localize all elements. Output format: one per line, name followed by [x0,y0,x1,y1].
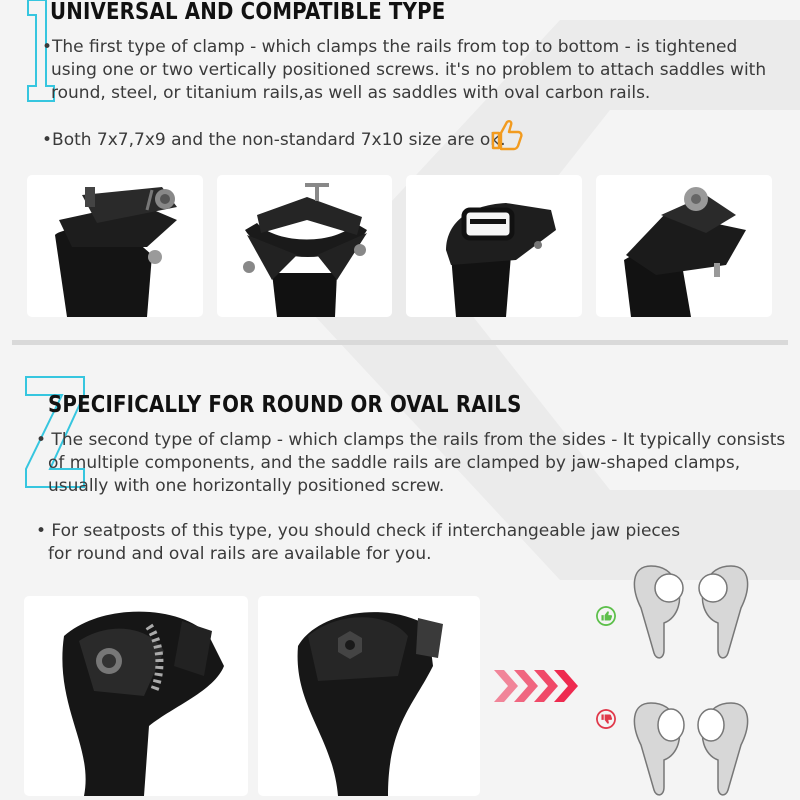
section-round-oval-rails [0,345,800,800]
compatibility-note: • For seatposts of this type, you should check if interchangeable jaw pieces for round and oval rails are available for you. [36,521,681,564]
clamp-photo-4 [596,175,772,317]
side-clamp-photo-2 [258,596,480,796]
arrow-right-icon [492,666,582,706]
thumbs-down-icon [596,709,616,729]
oval-rail-jaws-bad [626,695,756,800]
thumbs-up-icon [488,118,524,152]
section-title: SPECIFICALLY FOR ROUND OR OVAL RAILS [48,392,522,418]
thumbs-up-icon [596,606,616,626]
section-universal-type [0,0,800,336]
clamp-photo-2 [217,175,392,317]
section-paragraph: • The second type of clamp - which clamps the rails from the sides - It typically consists of multiple components, and the saddle rails are clamped by jaw-shaped clamps, usually with one horizontally positioned screw. [36,430,786,496]
section-title: UNIVERSAL AND COMPATIBLE TYPE [50,0,446,25]
clamp-photo-3 [406,175,582,317]
side-clamp-photo-1 [24,596,248,796]
clamp-photo-1 [27,175,203,317]
size-note: •Both 7x7,7x9 and the non-standard 7x10 size are ok. [42,130,506,150]
round-rail-jaws-good [626,558,756,663]
section-paragraph: •The first type of clamp - which clamps the rails from top to bottom - is tightened using one or two vertically positioned screws. it's no problem to attach saddles with round, steel, or titanium rails,as well as saddles with oval carbon rails. [42,37,767,103]
